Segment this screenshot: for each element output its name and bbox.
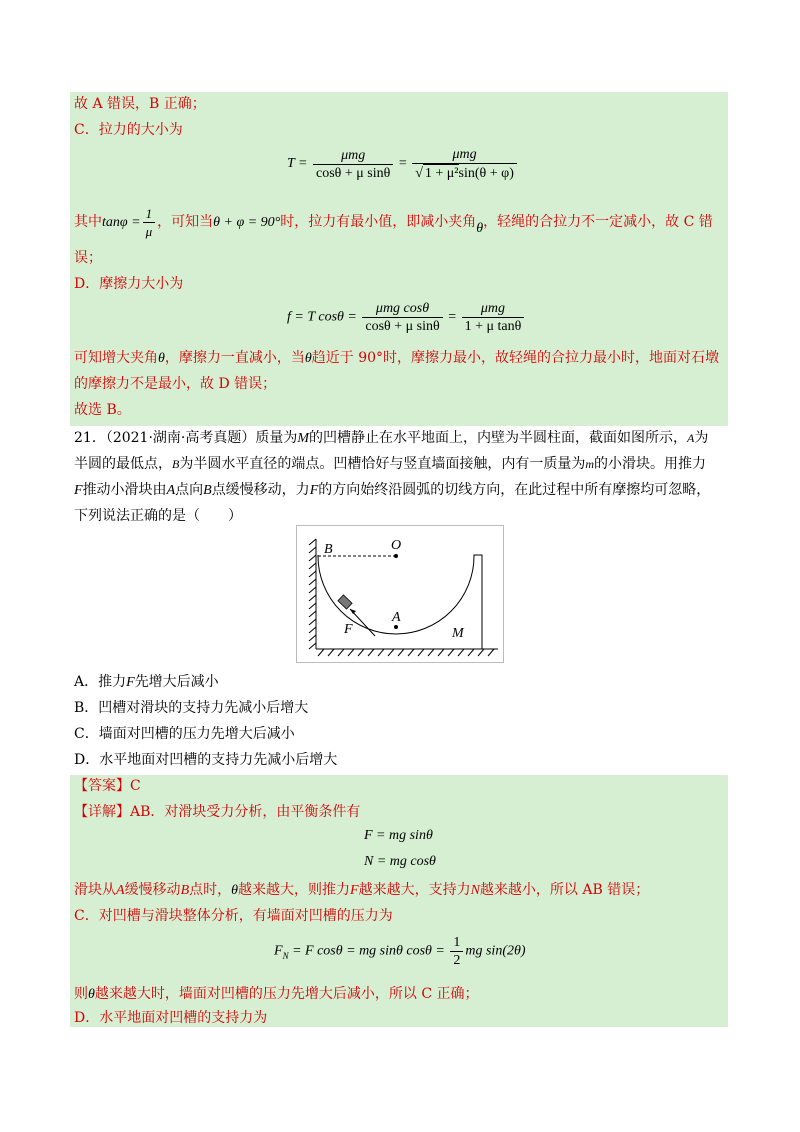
question-line: 下列说法正确的是（ ） xyxy=(74,508,242,524)
text-line: 可知增大夹角θ，摩擦力一直减小，当θ趋近于 90°时，摩擦力最小，故轻绳的合拉力最小时，地面对石墩 xyxy=(74,350,720,366)
text-line: 故 A 错误，B 正确； xyxy=(74,96,206,112)
option-a: A．推力F先增大后减小 xyxy=(74,674,219,690)
point-a xyxy=(394,625,398,629)
option-d-heading: D．水平地面对凹槽的支持力为 xyxy=(74,1010,268,1026)
question-line: 半圆的最低点，B为半圆水平直径的端点。凹槽恰好与竖直墙面接触，内有一质量为m的小滑块。用推力 xyxy=(74,456,707,472)
option-c-heading: C．对凹槽与滑块整体分析，有墙面对凹槽的压力为 xyxy=(74,908,393,924)
option-c: C．墙面对凹槽的压力先增大后减小 xyxy=(74,726,295,742)
groove-figure xyxy=(296,525,504,663)
equation-friction: f = T cosθ = $\frac{\text{μmg cosθ}}{\text{cosθ + μ sinθ}}$ = $\frac{\text{μmg}}{\text{1 + μ tanθ}}$ xyxy=(287,300,526,335)
equation-push-force: F = mg sinθ xyxy=(364,828,433,843)
text-line: 的摩擦力不是最小，故 D 错误； xyxy=(74,376,277,392)
label-m: M xyxy=(452,626,464,641)
option-d: D．水平地面对凹槽的支持力先减小后增大 xyxy=(74,752,338,768)
equation-wall-pressure: $F_N = F$ cosθ = mg sinθ cosθ = $\frac{1}{2}$ mg sin(2θ) xyxy=(274,935,526,968)
option-b: B．凹槽对滑块的支持力先减小后增大 xyxy=(74,700,309,716)
option-c-heading: C．拉力的大小为 xyxy=(74,122,183,138)
question-line: 21．（2021·湖南·高考真题）质量为M的凹槽静止在水平地面上，内壁为半圆柱面，截面如图所示，A为 xyxy=(74,430,709,446)
option-d-heading: D．摩擦力大小为 xyxy=(74,276,184,292)
equation-normal-force: N = mg cosθ xyxy=(364,854,436,869)
equation-tension: T = $\frac{\text{μmg}}{\text{cosθ + μ sinθ}}$ = $\frac{\text{μmg}}{\text{√ 1 + μ²sin(θ + φ)}}$ xyxy=(287,146,519,182)
label-a: A xyxy=(392,610,401,625)
question-line: F推动小滑块由A点向B点缓慢移动，力F的方向始终沿圆弧的切线方向，在此过程中所有摩擦均可忽略， xyxy=(74,482,711,498)
text-line: 滑块从A缓慢移动B点时，θ越来越大，则推力F越来越大，支持力N越来越小，所以 AB 错误； xyxy=(74,882,650,898)
label-o: O xyxy=(391,538,402,553)
text-line: 故选 B。 xyxy=(74,402,131,418)
detail-label: 【详解】AB．对滑块受力分析，由平衡条件有 xyxy=(74,804,361,820)
text-line: 其中tanφ = $\frac{1}{\mu}$ ，可知当θ + φ = 90°时，拉力有最小值，即减小夹角θ，轻绳的合拉力不一定减小，故 C 错 xyxy=(74,205,713,239)
text-line: 则θ越来越大时，墙面对凹槽的压力先增大后减小，所以 C 正确； xyxy=(74,986,479,1002)
center-point xyxy=(394,554,398,558)
answer-label: 【答案】C xyxy=(74,778,141,794)
text-line: 误； xyxy=(74,250,102,266)
label-f: F xyxy=(344,622,353,637)
label-b: B xyxy=(324,542,333,557)
